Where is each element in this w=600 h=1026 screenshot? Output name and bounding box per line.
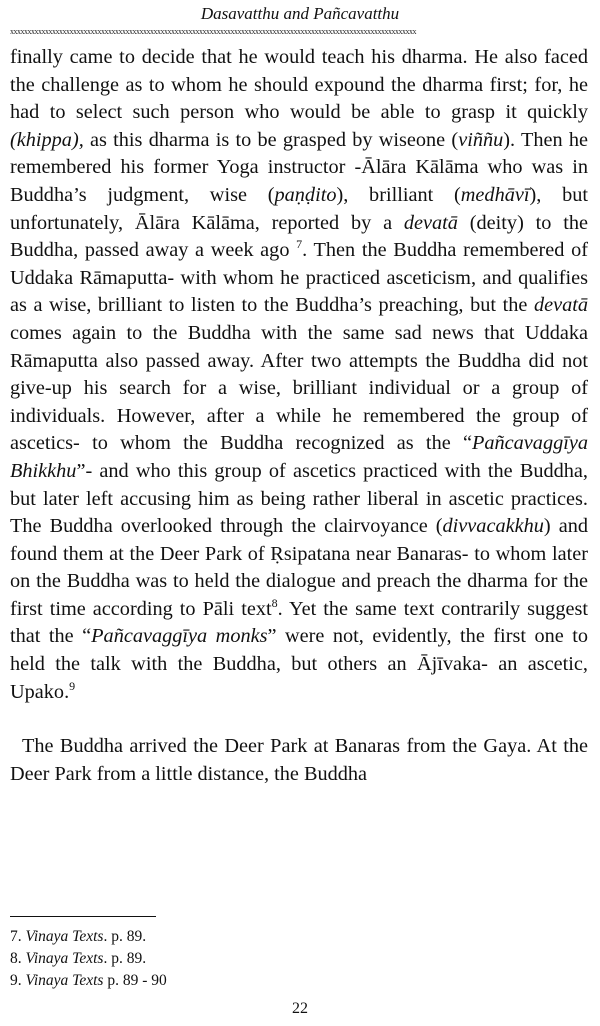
italic-term-vinnu: viññu [458, 128, 504, 151]
footnote-title: Vinaya Texts [25, 928, 104, 945]
italic-term-pancavaggiya-monks: Pañcavaggīya monks [91, 625, 268, 648]
footnote-number: 7. [10, 928, 22, 945]
footnote-page: . p. 89. [103, 928, 147, 945]
footnote-ref-8[interactable]: 8 [271, 596, 278, 611]
footnote-page: p. 89 - 90 [103, 972, 167, 989]
italic-term-devata: devatā [533, 294, 588, 317]
text-run: finally came to decide that he would teach his dharma. He also faced the challenge as to whom he should expound the dharma first; for, he had to select such person who would be able to grasp it quickly [10, 46, 588, 124]
italic-term-divvacakkhu: divvacakkhu [442, 515, 544, 538]
footnote-ref-7[interactable]: 7 [296, 237, 303, 252]
text-run: ” were not, evidently, the first one to held the talk with the Buddha, but others an Ājīvaka- an ascetic, Upako. [10, 625, 589, 703]
footnote-page: . p. 89. [103, 950, 147, 967]
text-run: . Yet the same text contrarily suggest that the “ [10, 597, 588, 648]
footnote-title: Vinaya Texts [25, 950, 104, 967]
text-run: (deity) to the Buddha, passed away a week ago [10, 211, 588, 262]
footnote-title: Vinaya Texts [25, 972, 104, 989]
footnote-7 [10, 926, 410, 948]
footnote-8 [10, 948, 410, 970]
italic-term-pancavaggiya-bhikkhu: Pañcavaggīya Bhikkhu [10, 432, 588, 482]
text-run: ), but unfortunately, Ālāra Kālāma, reported by a [10, 183, 588, 234]
page-number: 22 [292, 1000, 308, 1017]
header-ornament-rule: xxxxxxxxxxxxxxxxxxxxxxxxxxxxxxxxxxxxxxxxxxxxxxxxxxxxxxxxxxxxxxxxxxxxxxxxxxxxxxxxxxxxxxxxxxxxxxxxxxxxxxxxxxxxxxxxxxxx [10, 28, 416, 36]
text-run: comes again to the Buddha with the same sad news that Uddaka Rāmaputta also passed away. After two attempts the Buddha did not give-up his search for a wise, brilliant individual or a group of individuals. However, after a while he remembered the group of ascetics- to whom the Buddha recognized as the “ [10, 321, 588, 455]
body-text [10, 44, 588, 788]
paragraph-2: The Buddha arrived the Deer Park at Banaras from the Gaya. At the Deer Park from a little distance, the Buddha [10, 735, 588, 785]
text-run: ), brilliant ( [336, 183, 461, 206]
footnote-ref-9[interactable]: 9 [69, 678, 76, 693]
text-run: ”- and who this group of ascetics practiced with the Buddha, but later left accusing him as being rather liberal in ascetic practices. The Buddha overlooked through the clairvoyance ( [10, 459, 588, 538]
italic-term-khippa: (khippa), [10, 128, 84, 151]
footnotes [10, 926, 410, 992]
footnote-divider [10, 916, 156, 917]
footnote-number: 8. [10, 950, 22, 967]
italic-term-pandito: paṇḍito [274, 183, 337, 206]
running-header: Dasavatthu and Pañcavatthu [200, 4, 400, 23]
text-run: ). Then he remembered his former Yoga instructor -Ālāra Kālāma who was in Buddha’s judgment, wise ( [10, 128, 588, 206]
footnote-number: 9. [10, 972, 22, 989]
text-run: ) and found them at the Deer Park of Ṛsipatana near Banaras- to whom later on the Buddha was to held the dialogue and preach the dharma for the first time according to Pāli text [10, 515, 589, 620]
text-run: . Then the Buddha remembered of Uddaka Rāmaputta- with whom he practiced asceticism, and qualifies as a wise, brilliant to listen to the Buddha’s preaching, but the [10, 239, 588, 317]
footnote-9 [10, 970, 410, 992]
italic-term-medhavi: medhāvī [460, 183, 530, 206]
italic-term-devata: devatā [403, 211, 458, 234]
text-run: as this dharma is to be grasped by wiseone ( [83, 128, 459, 151]
paragraph-1 [10, 44, 588, 706]
